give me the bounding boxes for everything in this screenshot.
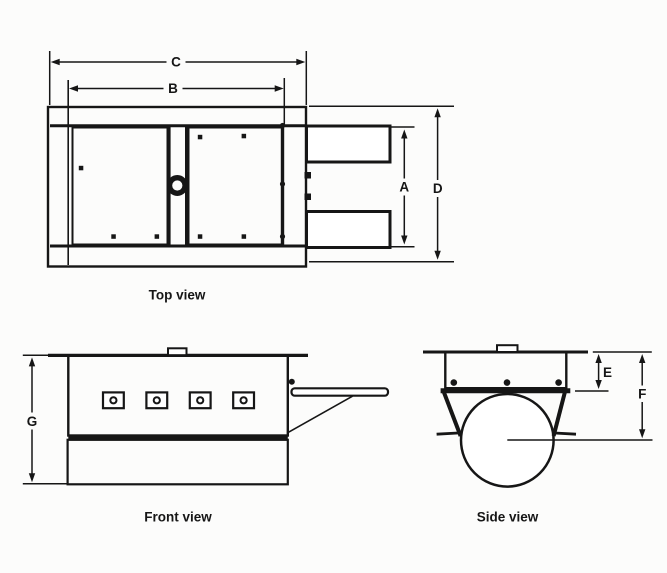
dim-label-b: B	[168, 81, 178, 96]
top-view	[48, 51, 454, 303]
dim-label-e: E	[602, 365, 613, 380]
dimension-a	[392, 127, 415, 247]
handle-bar	[292, 388, 389, 395]
side-view-label: Side view	[476, 509, 539, 525]
dim-label-d: D	[432, 181, 443, 196]
right-strut	[554, 393, 565, 437]
front-view-label: Front view	[144, 509, 212, 525]
side-view	[423, 345, 653, 524]
left-clamp-tick	[437, 433, 458, 434]
front-top-tab	[168, 348, 187, 355]
front-lower-body	[68, 440, 288, 485]
side-top-tab	[497, 345, 518, 352]
left-panel	[73, 128, 168, 245]
front-view	[23, 348, 388, 524]
right-clamp-tick	[555, 433, 577, 434]
top-view-label: Top view	[148, 287, 206, 303]
dimension-e	[575, 352, 652, 391]
upper-prong	[307, 126, 391, 162]
handle-swing-line	[288, 396, 353, 433]
dimension-b	[69, 78, 284, 125]
dimension-c	[50, 51, 307, 105]
dimension-f	[634, 354, 651, 438]
left-strut	[444, 393, 461, 437]
right-panel	[189, 128, 283, 245]
front-latches	[103, 392, 254, 408]
side-screw-dots	[451, 379, 562, 386]
dimension-g	[23, 355, 68, 484]
lower-prong	[307, 212, 391, 248]
shaft-hole	[170, 178, 186, 194]
dim-label-g: G	[26, 413, 38, 429]
damper-handle	[288, 379, 389, 433]
top-view-casing	[48, 107, 306, 267]
dim-label-c: C	[171, 54, 181, 70]
dim-label-a: A	[399, 179, 410, 195]
handle-pivot-dot	[289, 379, 295, 385]
dim-label-f: F	[638, 386, 647, 402]
